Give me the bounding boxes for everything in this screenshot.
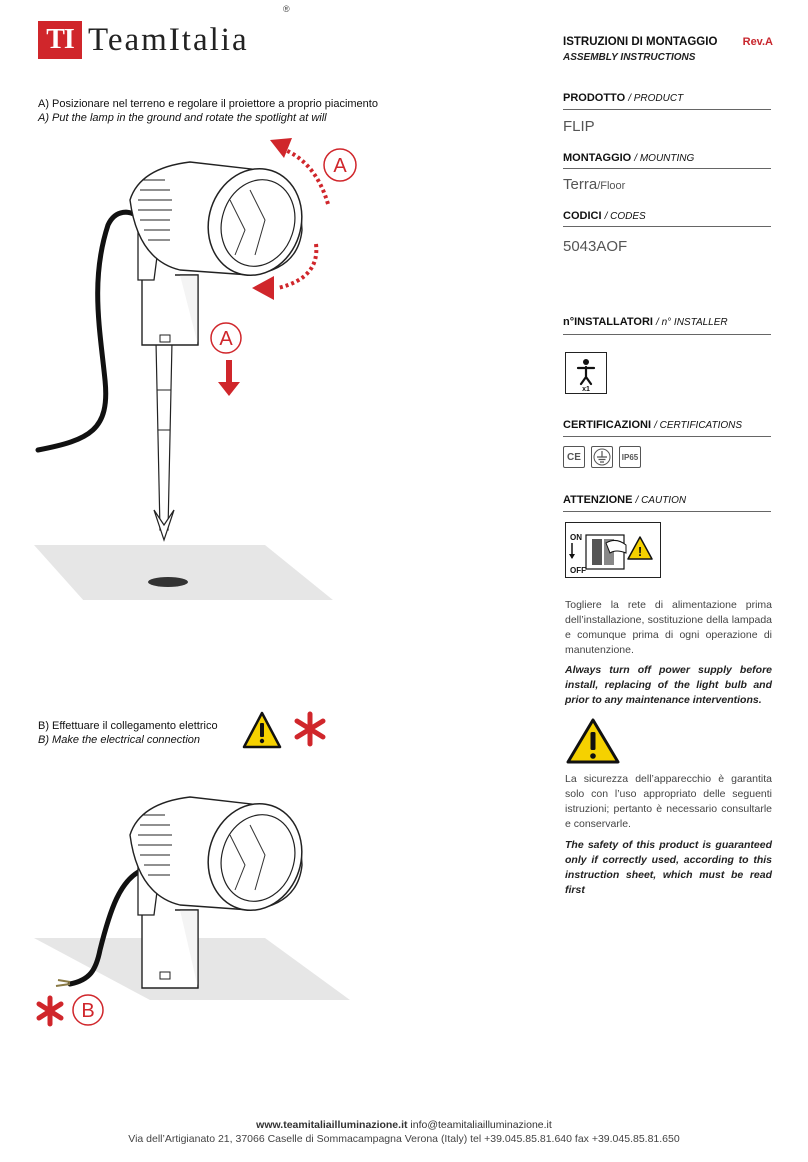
divider — [563, 109, 771, 110]
divider — [563, 168, 771, 169]
mounting-label-en: / MOUNTING — [634, 153, 695, 164]
safety-text-en: The safety of this product is guaranteed only if correctly used, according to this instruction sheet, which must be read first — [565, 839, 772, 896]
mounting-label-it: MONTAGGIO — [563, 152, 632, 164]
switch-off-label: OFF — [570, 566, 586, 575]
footer-contacts — [0, 1119, 808, 1131]
safety-text-it: La sicurezza dell’apparecchio è garantita solo con l’uso appropriato delle seguenti istruzioni; pertanto è necessario consultarle e conservarle. — [565, 773, 772, 830]
step-b-marker: B — [81, 1000, 95, 1022]
certification-icons — [563, 446, 641, 468]
product-label — [563, 92, 683, 104]
doc-subtitle: ASSEMBLY INSTRUCTIONS — [563, 52, 696, 63]
mounting-value — [563, 176, 625, 193]
step-b-text-it: B) Effettuare il collegamento elettrico — [38, 720, 218, 732]
step-b-illustration — [30, 710, 350, 1030]
product-label-it: PRODOTTO — [563, 92, 626, 104]
installer-count: x1 — [582, 386, 590, 393]
codes-label-it: CODICI — [563, 210, 602, 222]
step-a-illustration — [30, 130, 370, 600]
email-link[interactable]: info@teamitaliailluminazione.it — [410, 1119, 552, 1131]
codes-label-en: / CODES — [604, 211, 646, 222]
codes-label — [563, 210, 646, 222]
step-a-text-it: A) Posizionare nel terreno e regolare il proiettore a proprio piacimento — [38, 98, 378, 110]
codes-value: 5043AOF — [563, 238, 628, 255]
registered-mark: ® — [283, 4, 290, 14]
certifications-label-en: / CERTIFICATIONS — [654, 420, 743, 431]
installer-count-box — [565, 352, 607, 394]
warning-triangle-icon — [565, 717, 621, 765]
doc-header — [563, 36, 773, 48]
caution-text-it: Togliere la rete di alimentazione prima dell’installazione, sostituzione della lampada e comunque prima di ogni operazione di manutenzione. — [565, 599, 772, 656]
earth-ground-icon — [591, 446, 613, 468]
ce-mark-icon: CE — [563, 446, 585, 468]
certifications-label — [563, 419, 742, 431]
mounting-value-en: /Floor — [597, 180, 626, 192]
step-b-text-en: B) Make the electrical connection — [38, 734, 201, 746]
divider — [563, 334, 771, 335]
caution-label-en: / CAUTION — [635, 495, 687, 506]
product-label-en: / PRODUCT — [628, 93, 684, 104]
caution-label-it: ATTENZIONE — [563, 494, 633, 506]
website-link[interactable]: www.teamitaliailluminazione.it — [256, 1119, 408, 1131]
power-off-warning — [565, 522, 661, 578]
ground-hole — [148, 577, 188, 587]
caution-label — [563, 494, 686, 506]
installers-label-it: n°INSTALLATORI — [563, 316, 653, 328]
product-value: FLIP — [563, 118, 595, 135]
installers-label — [563, 316, 728, 328]
mounting-label — [563, 152, 694, 164]
divider — [563, 226, 771, 227]
brand-logo — [38, 20, 298, 60]
certifications-label-it: CERTIFICAZIONI — [563, 419, 651, 431]
doc-title: ISTRUZIONI DI MONTAGGIO — [563, 36, 718, 48]
footer-address: Via dell’Artigianato 21, 37066 Caselle di Sommacampagna Verona (Italy) tel +39.045.85.81.640 fax +39.045.85.81.650 — [128, 1133, 680, 1145]
divider — [563, 511, 771, 512]
divider — [563, 436, 771, 437]
person-icon — [566, 353, 606, 393]
caution-text-en: Always turn off power supply before install, replacing of the light bulb and prior to any maintenance interventions. — [565, 664, 772, 706]
step-a-marker: A — [333, 155, 347, 177]
svg-text:!: ! — [637, 544, 643, 559]
switch-on-label: ON — [570, 533, 582, 542]
step-a-instructions — [38, 98, 378, 124]
power-cable — [38, 212, 142, 450]
logo-text: TeamItalia — [88, 21, 249, 58]
doc-revision: Rev.A — [742, 36, 773, 48]
logo-mark: TI — [38, 21, 82, 59]
step-a-marker-2: A — [219, 328, 233, 350]
step-a-text-en: A) Put the lamp in the ground and rotate the spotlight at will — [38, 112, 327, 124]
installers-label-en: / n° INSTALLER — [656, 317, 728, 328]
ip-rating-badge: IP65 — [619, 446, 641, 468]
mounting-value-it: Terra — [563, 176, 598, 193]
